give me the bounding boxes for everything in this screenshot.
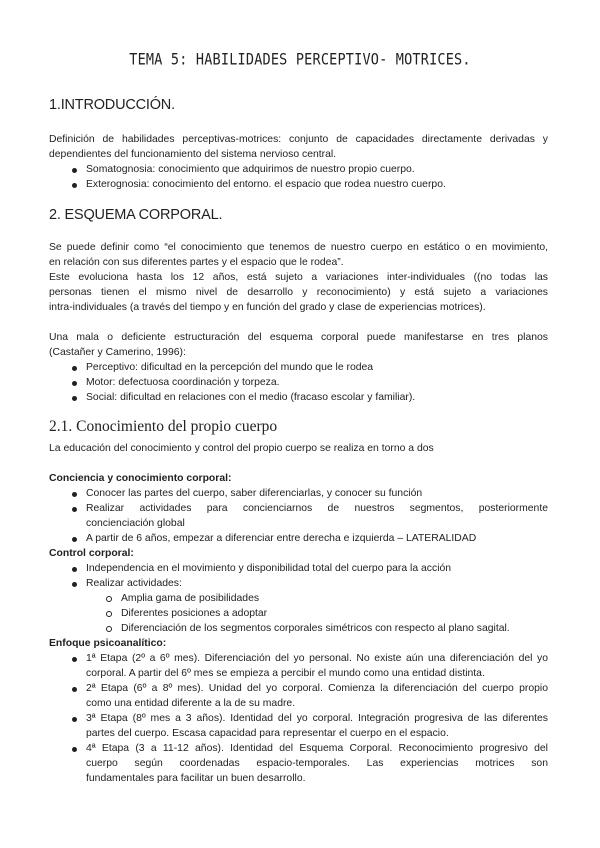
text-line: Una mala o deficiente estructuración del esquema corporal puede manifestarse en tres planos [49, 332, 548, 343]
list-item: 4ª Etapa (3 a 11-12 años). Identidad del Esquema Corporal. Reconocimiento progresivo del cuerpo según coordenadas espacio-temporales. Las experiencias motrices son fundamentales para facilitar un buen desarrollo. [49, 741, 548, 786]
section-2-paragraph-1 [49, 240, 548, 315]
list-item: Exterognosia: conocimiento del entorno. el espacio que rodea nuestro cuerpo. [49, 177, 548, 192]
text-line: personas tienen el mismo nivel de desarrollo y reconocimiento) y está sujeto a variaciones [49, 287, 548, 298]
bullet-icon [72, 537, 77, 542]
bullet-icon [72, 582, 77, 587]
bullet-icon [72, 717, 77, 722]
control-label: Control corporal: [49, 548, 134, 559]
list-item: 1ª Etapa (2º a 6º mes). Diferenciación del yo personal. No existe aún una diferenciación del yo corporal. A partir del 6º mes se empieza a percibir el mundo como una entidad distinta. [49, 651, 548, 681]
enfoque-label: Enfoque psicoanalítico: [49, 638, 167, 649]
bullet-icon [72, 492, 77, 497]
bullet-icon [72, 366, 77, 371]
conciencia-label: Conciencia y conocimiento corporal: [49, 473, 232, 484]
bullet-icon [72, 567, 77, 572]
text-line: (Castañer y Camerino, 1996): [49, 347, 186, 358]
bullet-icon [72, 657, 77, 662]
list-item: Motor: defectuosa coordinación y torpeza. [49, 375, 548, 390]
list-item: Social: dificultad en relaciones con el medio (fracaso escolar y familiar). [49, 390, 548, 405]
list-item: Realizar actividades: [49, 576, 548, 591]
section-1-definition [49, 132, 548, 162]
list-item: A partir de 6 años, empezar a diferenciar entre derecha e izquierda – LATERALIDAD [49, 531, 548, 546]
list-item: Independencia en el movimiento y disponibilidad total del cuerpo para la acción [49, 561, 548, 576]
text-line: Se puede definir como “el conocimiento que tenemos de nuestro cuerpo en estático o en movimiento, [49, 242, 548, 253]
page-title: TEMA 5: HABILIDADES PERCEPTIVO- MOTRICES. [129, 50, 471, 70]
bullet-icon [72, 381, 77, 386]
section-2-heading: 2. ESQUEMA CORPORAL. [49, 207, 223, 223]
sub-list-item: Diferenciación de los segmentos corporales simétricos con respecto al plano sagital. [49, 621, 548, 636]
circle-bullet-icon [106, 596, 112, 602]
section-2-paragraph-2 [49, 330, 548, 360]
bullet-icon [72, 183, 77, 188]
list-item: Realizar actividades para concienciarnos de nuestros segmentos, posteriormente concienciación global [49, 501, 548, 531]
text-line: Definición de habilidades perceptivas-motrices: conjunto de capacidades directamente derivadas y [49, 134, 548, 145]
section-2-1-heading: 2.1. Conocimiento del propio cuerpo [49, 418, 278, 435]
list-item: Perceptivo: dificultad en la percepción del mundo que le rodea [49, 360, 548, 375]
bullet-icon [72, 747, 77, 752]
section-2-1-intro [49, 441, 548, 456]
conciencia-bullet-list [49, 486, 548, 546]
text-line: dependientes del funcionamiento del sistema nervioso central. [49, 149, 337, 160]
list-item: 3ª Etapa (8º mes a 3 años). Identidad del yo corporal. Integración progresiva de las diferentes partes del cuerpo. Escasa capacidad para representar el cuerpo en el espacio. [49, 711, 548, 741]
text-line: intra-individuales (a través del tiempo y en función del grado y clase de experiencias motrices). [49, 302, 486, 313]
sub-list-item: Amplia gama de posibilidades [49, 591, 548, 606]
control-bullet-list [49, 561, 548, 636]
list-item: Conocer las partes del cuerpo, saber diferenciarlas, y conocer su función [49, 486, 548, 501]
section-1-heading: 1.INTRODUCCIÓN. [49, 97, 175, 113]
text-line: La educación del conocimiento y control del propio cuerpo se realiza en torno a dos [49, 443, 434, 454]
bullet-icon [72, 687, 77, 692]
enfoque-bullet-list [49, 651, 548, 786]
text-line: en relación con sus diferentes partes y el espacio que le rodea”. [49, 257, 344, 268]
section-1-bullet-list [49, 162, 548, 192]
list-item: Somatognosia: conocimiento que adquirimos de nuestro propio cuerpo. [49, 162, 548, 177]
circle-bullet-icon [106, 626, 112, 632]
section-2-bullet-list [49, 360, 548, 405]
sub-list-item: Diferentes posiciones a adoptar [49, 606, 548, 621]
bullet-icon [72, 168, 77, 173]
text-line: Este evoluciona hasta los 12 años, está sujeto a variaciones inter-individuales ((no todas las [49, 272, 548, 283]
bullet-icon [72, 507, 77, 512]
list-item: 2ª Etapa (6º a 8º mes). Unidad del yo corporal. Comienza la diferenciación del cuerpo propio como una entidad diferente a la de su madre. [49, 681, 548, 711]
circle-bullet-icon [106, 611, 112, 617]
bullet-icon [72, 396, 77, 401]
